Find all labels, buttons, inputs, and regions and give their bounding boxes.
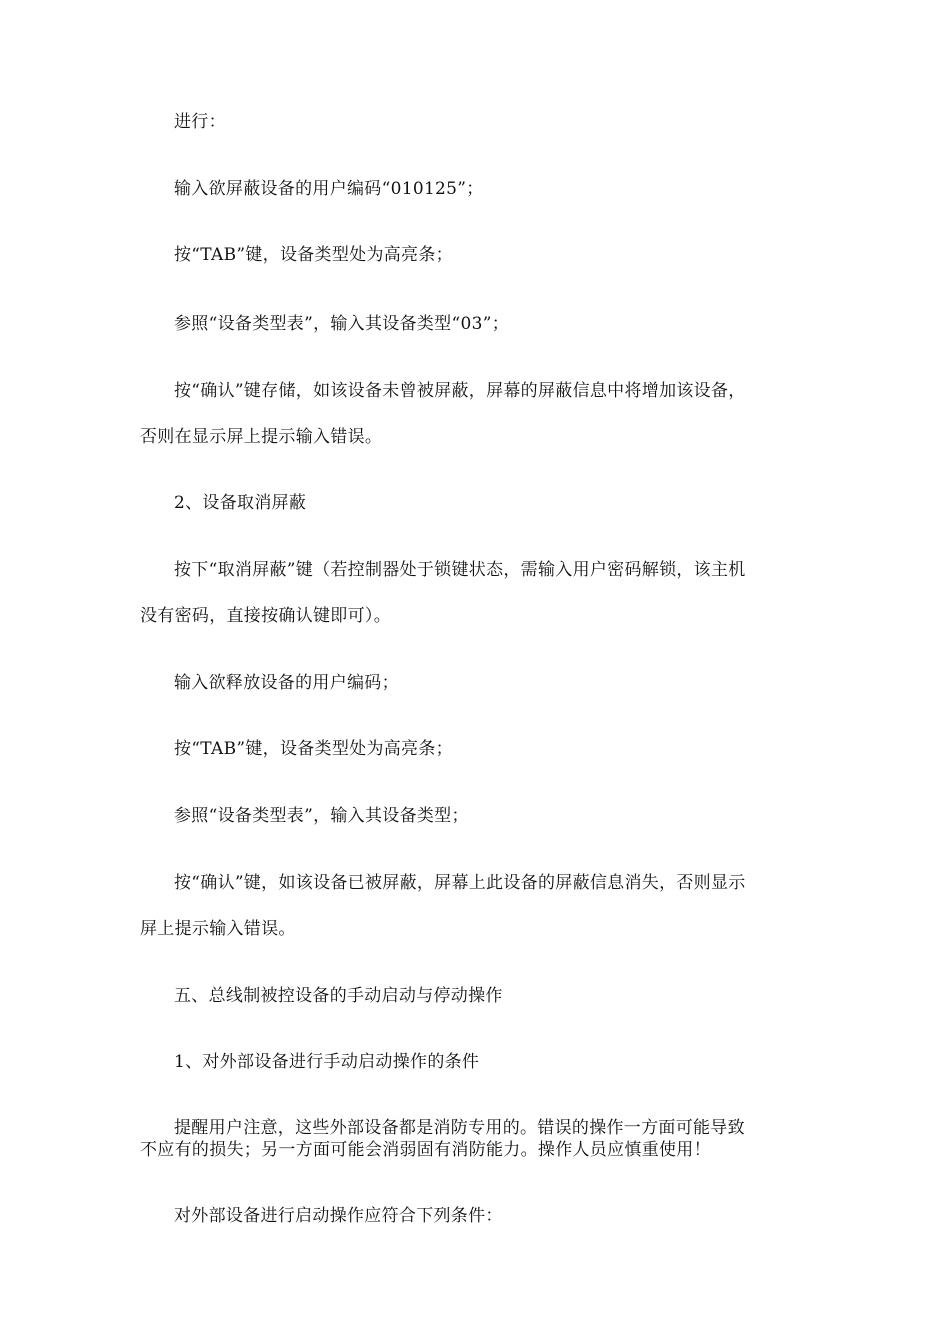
paragraph-line: 提醒用户注意，这些外部设备都是消防专用的。错误的操作一方面可能导致 <box>174 1118 745 1138</box>
paragraph-line: 按下“取消屏蔽”键（若控制器处于锁键状态，需输入用户密码解锁，该主机 <box>174 560 746 580</box>
paragraph-line: 不应有的损失；另一方面可能会消弱固有消防能力。操作人员应慎重使用！ <box>140 1140 711 1160</box>
text-line: 对外部设备进行启动操作应符合下列条件： <box>174 1206 503 1226</box>
text-line: 参照“设备类型表”，输入其设备类型； <box>174 806 469 826</box>
section-heading: 2、设备取消屏蔽 <box>174 493 307 513</box>
text-line: 按“TAB”键，设备类型处为高亮条； <box>174 739 453 759</box>
paragraph-line: 屏上提示输入错误。 <box>140 919 296 939</box>
text-line: 输入欲屏蔽设备的用户编码“010125”； <box>174 179 484 199</box>
paragraph-line: 否则在显示屏上提示输入错误。 <box>140 427 383 447</box>
section-heading: 五、总线制被控设备的手动启动与停动操作 <box>174 986 503 1006</box>
text-line: 进行： <box>174 112 226 132</box>
subsection-heading: 1、对外部设备进行手动启动操作的条件 <box>174 1052 480 1072</box>
paragraph-line: 没有密码，直接按确认键即可）。 <box>140 606 391 626</box>
paragraph-line: 按“确认”键存储，如该设备未曾被屏蔽，屏幕的屏蔽信息中将增加该设备， <box>174 381 746 401</box>
text-line: 按“TAB”键，设备类型处为高亮条； <box>174 245 453 265</box>
paragraph-line: 按“确认”键，如该设备已被屏蔽，屏幕上此设备的屏蔽信息消失，否则显示 <box>174 873 746 893</box>
text-line: 输入欲释放设备的用户编码； <box>174 673 399 693</box>
text-line: 参照“设备类型表”，输入其设备类型“03”； <box>174 314 509 334</box>
